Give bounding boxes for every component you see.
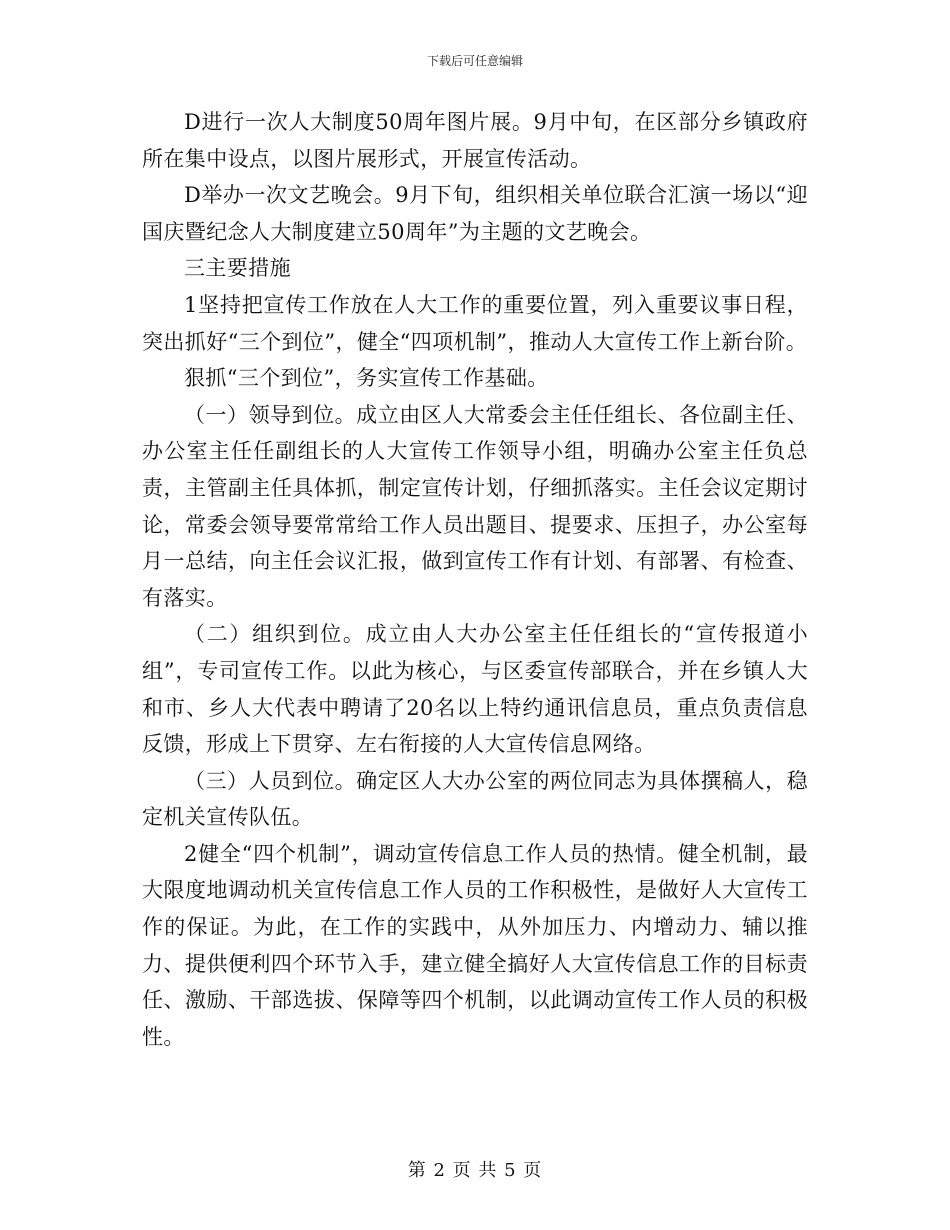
page-number-footer: 第 2 页 共 5 页	[407, 1160, 543, 1181]
paragraph: （二）组织到位。成立由人大办公室主任任组长的“宣传报道小组”，专司宣传工作。以此为核心，与区委宣传部联合，并在乡镇人大和市、乡人大代表中聘请了20名以上特约通讯信息员，重点负责信息反馈，形成上下贯穿、左右衔接的人大宣传信息网络。	[142, 622, 808, 757]
paragraph: （三）人员到位。确定区人大办公室的两位同志为具体撰稿人，稳定机关宣传队伍。	[142, 768, 808, 830]
paragraph: （一）领导到位。成立由区人大常委会主任任组长、各位副主任、办公室主任任副组长的人大宣传工作领导小组，明确办公室主任负总责，主管副主任具体抓，制定宣传计划，仔细抓落实。主任会议定期讨论，常委会领导要常常给工作人员出题目、提要求、压担子，办公室每月一总结，向主任会议汇报，做到宣传工作有计划、有部署、有检查、有落实。	[142, 402, 808, 610]
section-heading: 三主要措施	[184, 256, 291, 281]
document-body	[142, 104, 808, 1055]
paragraph: 狠抓“三个到位”，务实宣传工作基础。	[184, 366, 549, 391]
paragraph: D进行一次人大制度50周年图片展。9月中旬，在区部分乡镇政府所在集中设点，以图片展形式，开展宣传活动。	[142, 110, 808, 171]
page-header-note: 下载后可任意编辑	[426, 54, 523, 68]
paragraph: 1坚持把宣传工作放在人大工作的重要位置，列入重要议事日程，突出抓好“三个到位”，健全“四项机制”，推动人大宣传工作上新台阶。	[142, 292, 808, 354]
paragraph: 2健全“四个机制”，调动宣传信息工作人员的热情。健全机制，最大限度地调动机关宣传信息工作人员的工作积极性，是做好人大宣传工作的保证。为此，在工作的实践中，从外加压力、内增动力、辅以推力、提供便利四个环节入手，建立健全搞好人大宣传信息工作的目标责任、激励、干部选拔、保障等四个机制，以此调动宣传工作人员的积极性。	[142, 841, 808, 1049]
paragraph: D举办一次文艺晚会。9月下旬，组织相关单位联合汇演一场以“迎国庆暨纪念人大制度建立50周年”为主题的文艺晚会。	[142, 183, 808, 244]
